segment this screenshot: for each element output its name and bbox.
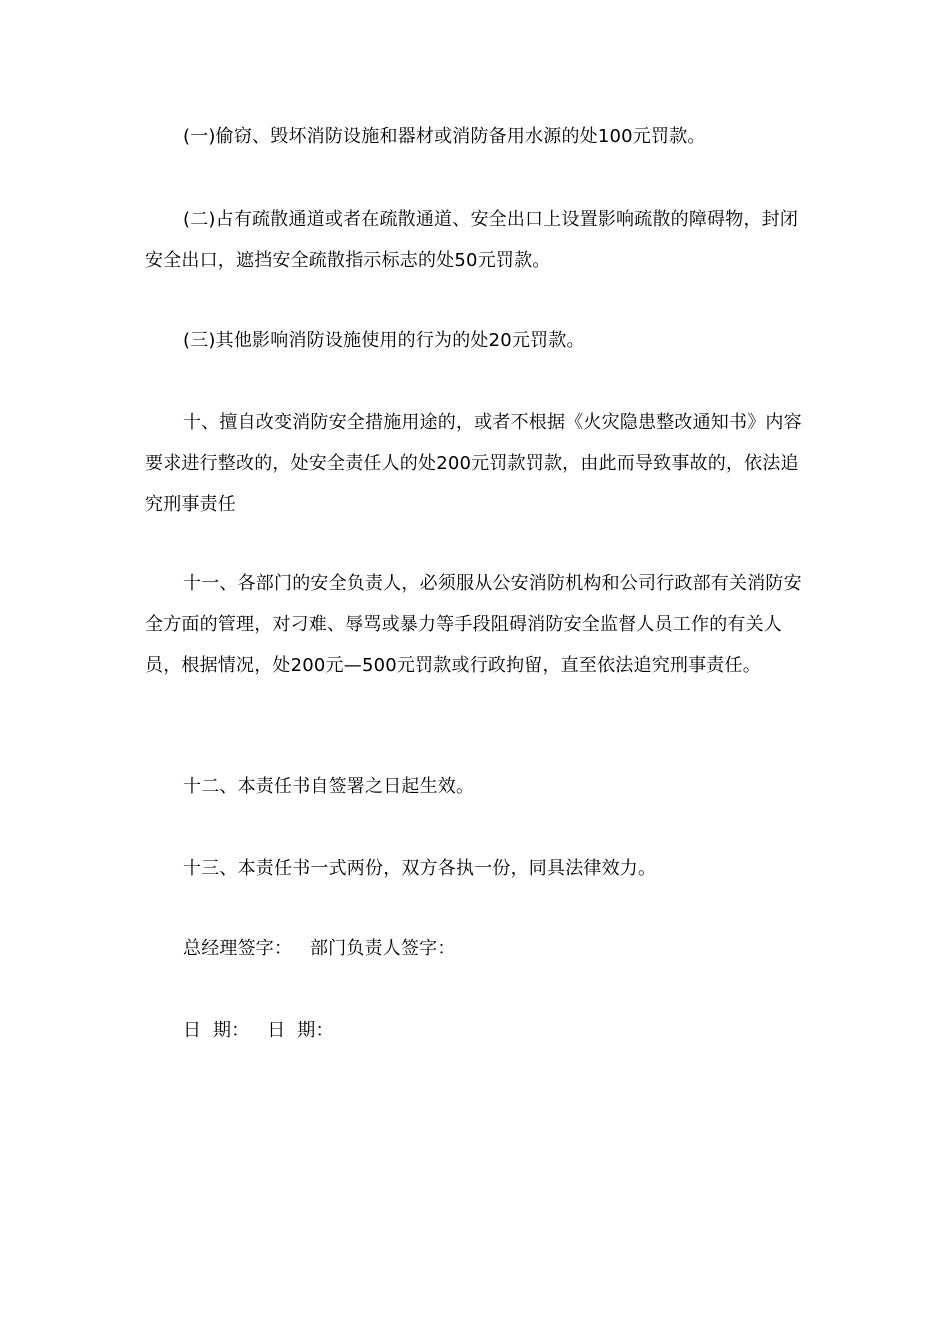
paragraph-article-12: 十二、本责任书自签署之日起生效。	[183, 776, 475, 797]
paragraph-clause-1: (一)偷窃、毁坏消防设施和器材或消防备用水源的处100元罚款。	[183, 126, 706, 147]
date-line: 日 期： 日 期：	[183, 1020, 334, 1041]
paragraph-clause-3: (三)其他影响消防设施使用的行为的处20元罚款。	[183, 330, 585, 351]
paragraph-clause-2: (二)占有疏散通道或者在疏散通道、安全出口上设置影响疏散的障碍物，封闭安全出口，遮挡安全疏散指示标志的处50元罚款。	[145, 209, 799, 271]
paragraph-article-10: 十、擅自改变消防安全措施用途的，或者不根据《火灾隐患整改通知书》内容要求进行整改的，处安全责任人的处200元罚款罚款，由此而导致事故的，依法追究刑事责任	[145, 412, 802, 515]
paragraph-article-11: 十一、各部门的安全负责人，必须服从公安消防机构和公司行政部有关消防安全方面的管理，对刁难、辱骂或暴力等手段阻碍消防安全监督人员工作的有关人员，根据情况，处200元—500元罚款或行政拘留，直至依法追究刑事责任。	[145, 573, 802, 676]
paragraph-article-13: 十三、本责任书一式两份，双方各执一份，同具法律效力。	[183, 858, 657, 879]
signature-line: 总经理签字： 部门负责人签字：	[183, 938, 456, 959]
